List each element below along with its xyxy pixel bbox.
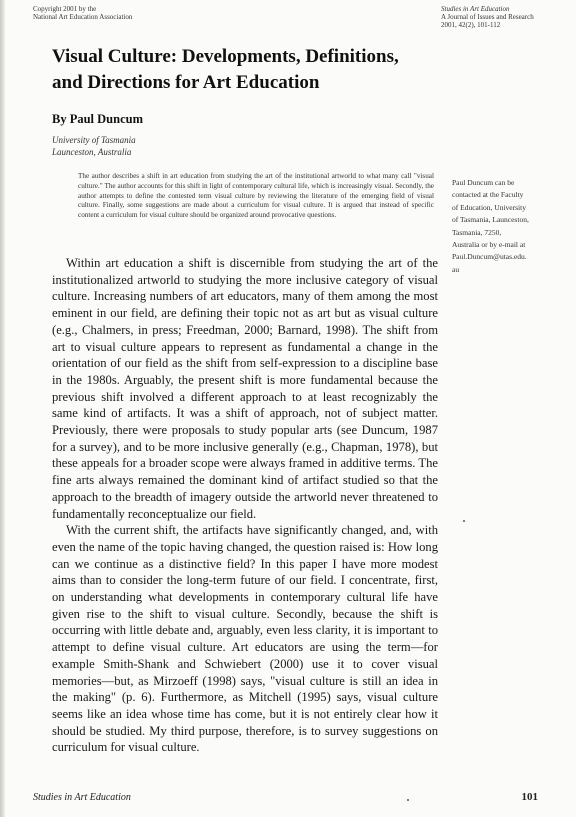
margin-note-line: Tasmania, 7250,	[452, 227, 502, 237]
article-author: By Paul Duncum	[52, 112, 143, 126]
journal-citation: 2001, 42(2), 101-112	[441, 21, 501, 29]
page-binding-shadow	[0, 0, 5, 817]
copyright-notice	[33, 5, 132, 21]
margin-note-line: of Education, University	[452, 202, 526, 212]
author-affiliation	[52, 134, 136, 158]
body-paragraph-2: With the current shift, the artifacts have significantly changed, and, with even the name of the topic having changed, the question raised is: How long can we continue as a distinctive field? In this paper I have more modest aims than to consider the long-term future of our field. I concentrate, first, on understanding what developments in contemporary cultural life have given rise to the shift to visual culture. Secondly, because the shift is occurring with little debate and, arguably, even less clarity, it is important to attempt to define visual culture. Art educators are using the term—for example Smith-Shank and Schwiebert (2000) use it to cover visual memories—but, as Mirzoeff (1998) says, "visual culture is still an idea in the making" (p. 6). Furthermore, as Mitchell (1995) says, visual culture seems like an idea whose time has come, but it is not entirely clear how it should be studied. My third purpose, therefore, is to survey suggestions on curriculum for visual culture.	[52, 523, 438, 755]
article-abstract: The author describes a shift in art education from studying the art of the institutional artworld to what many call "visual culture." The author accounts for this shift in light of contemporary cultural life, which is increasingly visual. Secondly, the author attempts to define the contested term visual culture by reviewing the literature of the emerging field of visual culture. Finally, some suggestions are made about a curriculum for visual culture. It is argued that instead of specific content a curriculum for visual culture should be organized around provocative questions.	[78, 172, 434, 220]
margin-note-line: contacted at the Faculty	[452, 190, 524, 200]
copyright-line-1: Copyright 2001 by the	[33, 5, 97, 13]
body-paragraph-1: Within art education a shift is discernible from studying the art of the institutionalized artworld to studying the more inclusive category of visual culture. Increasing numbers of art educators, many of them among the most eminent in our field, are defining their topic not as art but as visual culture (e.g., Chalmers, in press; Freedman, 2000; Barnard, 1998). The shift from art to visual culture appears to represent as fundamental a change in the orientation of our field as the shift from self-expression to a discipline base in the 1980s. Arguably, the present shift is more fundamental because the previous shift involved a different approach to at least recognizably the same kind of artifacts. It was a shift of approach, not of subject matter. Previously, there were proposals to study popular arts (see Duncum, 1987 for a survey), and to be more inclusive generally (e.g., Chapman, 1978), but these appeals for a broader scope were always framed in additive terms. The fine arts always remained the dominant kind of artifact studied so that the approach to the breadth of imagery outside the artworld never threatened to fundamentally reconceptualize our field.	[52, 256, 438, 521]
scan-speck	[463, 520, 465, 522]
journal-subtitle: A Journal of Issues and Research	[441, 13, 534, 21]
margin-note-line: Paul.Duncum@utas.edu.	[452, 252, 527, 262]
article-title: Visual Culture: Developments, Definitions, and Directions for Art Education	[52, 46, 399, 93]
scan-speck	[407, 799, 409, 801]
margin-note-line: of Tasmania, Launceston,	[452, 215, 529, 225]
page-number: 101	[521, 791, 538, 803]
margin-note-line: au	[452, 264, 460, 274]
margin-note-line: Australia or by e-mail at	[452, 240, 526, 250]
contact-margin-note	[452, 177, 557, 276]
footer-journal-name: Studies in Art Education	[33, 792, 131, 803]
copyright-line-2: National Art Education Association	[33, 13, 133, 21]
affiliation-location: Launceston, Australia	[52, 147, 132, 157]
journal-header	[441, 5, 546, 29]
margin-note-line: Paul Duncum can be	[452, 178, 515, 187]
article-body	[52, 255, 438, 756]
affiliation-institution: University of Tasmania	[52, 135, 136, 145]
journal-name: Studies in Art Education	[441, 5, 510, 13]
